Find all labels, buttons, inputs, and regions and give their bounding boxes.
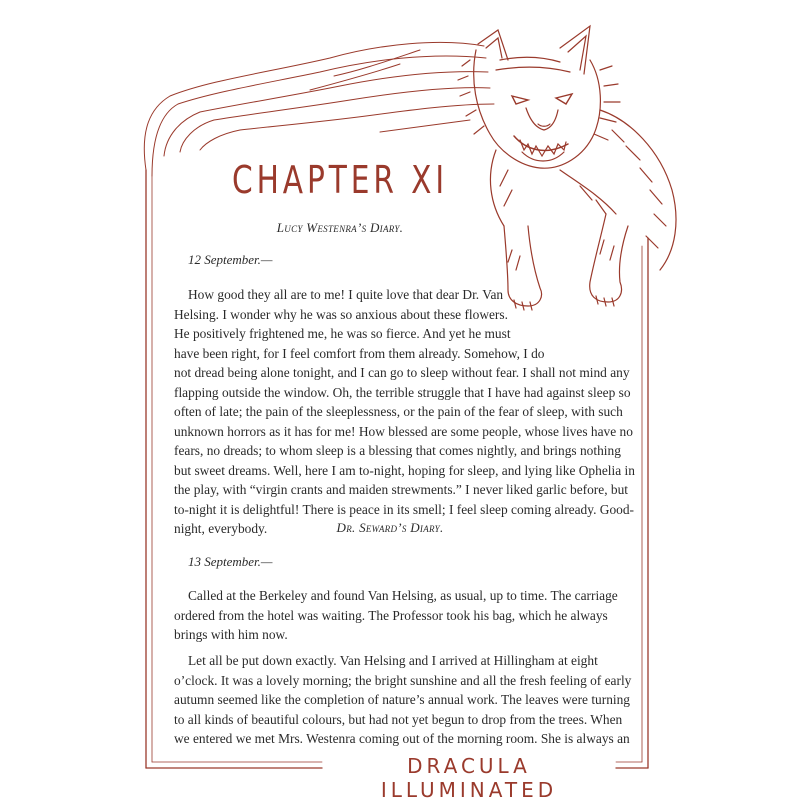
text-line: brings with him now. bbox=[174, 627, 288, 642]
text-line: not dread being alone tonight, and I can go to sleep without fear. I shall not mind any bbox=[174, 365, 630, 380]
text-line: to-night it is delightful! There is peace in its smell; I feel sleep coming already. Good- bbox=[174, 501, 634, 517]
text-line: we entered we met Mrs. Westenra coming out of the morning room. She is always an bbox=[174, 731, 630, 746]
section-heading-lucy: Lucy Westenra’s Diary. bbox=[276, 220, 404, 235]
text-line: unknown horrors as it has for me! How blessed are some people, whose lives have no bbox=[174, 423, 633, 439]
entry-date-12-september: 12 September.— bbox=[188, 252, 273, 267]
text-line: flapping outside the window. Oh, the terrible struggle that I have had against sleep so bbox=[174, 384, 631, 400]
text-line: Called at the Berkeley and found Van Helsing, as usual, up to time. The carriage bbox=[188, 588, 618, 603]
text-line: ordered from the hotel was waiting. The Professor took his bag, which he always bbox=[174, 607, 608, 623]
text-line: How good they all are to me! I quite love that dear Dr. Van bbox=[188, 287, 504, 302]
text-line: fears, no dreads; to whom sleep is a blessing that comes nightly, and brings nothing bbox=[174, 443, 621, 458]
text-line: the play, with “virgin crants and maiden strewments.” I never liked garlic before, but bbox=[174, 482, 629, 497]
text-line: night, everybody. bbox=[174, 521, 268, 536]
text-line: often of late; the pain of the sleeplessness, or the pain of the fear of sleep, with such bbox=[174, 404, 623, 419]
book-title-footer: DRACULA ILLUMINATED bbox=[380, 754, 558, 802]
text-line: He positively frightened me, he was so fierce. And yet he must bbox=[174, 326, 511, 341]
section-heading-seward: Dr. Seward’s Diary. bbox=[336, 520, 444, 535]
wolf-illustration bbox=[458, 26, 676, 310]
text-line: Let all be put down exactly. Van Helsing and I arrived at Hillingham at eight bbox=[188, 653, 598, 668]
text-line: have been right, for I feel comfort from them already. Somehow, I do bbox=[174, 345, 545, 361]
text-line: Helsing. I wonder why he was so anxious about these flowers. bbox=[174, 306, 508, 322]
paragraph-seward-2 bbox=[174, 651, 634, 749]
paragraph-seward-1 bbox=[174, 586, 634, 645]
chapter-title: CHAPTER XI bbox=[231, 158, 449, 202]
entry-date-13-september: 13 September.— bbox=[188, 554, 273, 569]
text-line: to all kinds of beautiful colours, but had not yet begun to drop from the trees. When bbox=[174, 711, 623, 727]
text-line: o’clock. It was a lovely morning; the bright sunshine and all the fresh feeling of early bbox=[174, 672, 632, 688]
mist-strands bbox=[144, 42, 494, 176]
text-line: autumn seemed like the completion of nature’s annual work. The leaves were turning bbox=[174, 692, 631, 707]
text-line: but sweet dreams. Well, here I am to-night, hoping for sleep, and lying like Ophelia in bbox=[174, 462, 635, 478]
paragraph-lucy-1 bbox=[174, 285, 634, 539]
